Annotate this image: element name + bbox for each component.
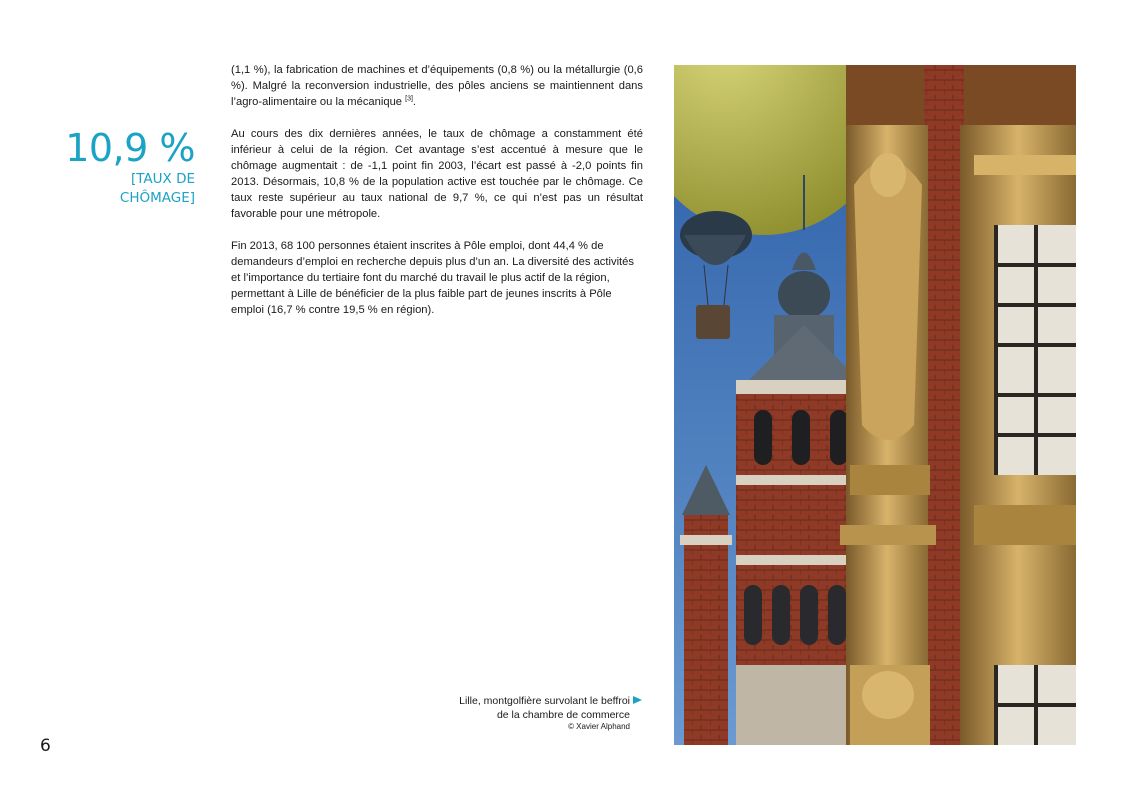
paragraph-2: Au cours des dix dernières années, le taux de chômage a constamment été inférieur à celui de la région. Cet avantage s’est accentué à mesure que le chômage augmentait : de -1,1 point fin 2003, l’écart est passé à -2,0 points fin 2013. Désormais, 10,8 % de la population active est touchée par le chômage. Ce taux reste supérieur au taux national de 9,7 %, ce qui n’est pas un résultat favorable pour une métropole.	[231, 128, 643, 220]
photo-credit: © Xavier Alphand	[568, 722, 630, 731]
paragraph-1-end: .	[412, 96, 417, 108]
ornate-facade	[840, 65, 1076, 745]
photo-illustration	[674, 65, 1076, 745]
photo-caption	[380, 694, 630, 732]
caption-line2: de la chambre de commerce	[496, 709, 630, 721]
caption-line1: Lille, montgolfière survolant le beffroi	[459, 695, 630, 707]
footnote-ref[interactable]: [3]	[405, 95, 413, 103]
page-number: 6	[40, 736, 51, 756]
stat-label-line2: CHÔMAGE]	[119, 190, 195, 206]
stat-label	[60, 170, 195, 208]
stat-value: 10,9 %	[65, 126, 195, 170]
paragraph-3: Fin 2013, 68 100 personnes étaient inscrites à Pôle emploi, dont 44,4 % de demandeurs d’emploi en recherche depuis plus d’un an. La diversité des activités et l’importance du tertiaire font du marché du travail le plus actif de la région, permettant à Lille de bénéficier de la plus faible part de jeunes inscrits à Pôle emploi (16,7 % contre 19,5 % en région).	[231, 240, 634, 316]
caption-arrow-icon	[633, 696, 642, 704]
photo	[674, 65, 1076, 745]
paragraph-1	[231, 62, 643, 110]
paragraph-1-text: (1,1 %), la fabrication de machines et d’équipements (0,8 %) ou la métallurgie (0,6 %). Malgré la reconversion industrielle, des pôles anciens se maintiennent dans l’agro-alimentaire ou la mécanique	[231, 64, 643, 108]
body-text	[231, 62, 643, 334]
stat-label-line1: [TAUX DE	[130, 171, 195, 187]
